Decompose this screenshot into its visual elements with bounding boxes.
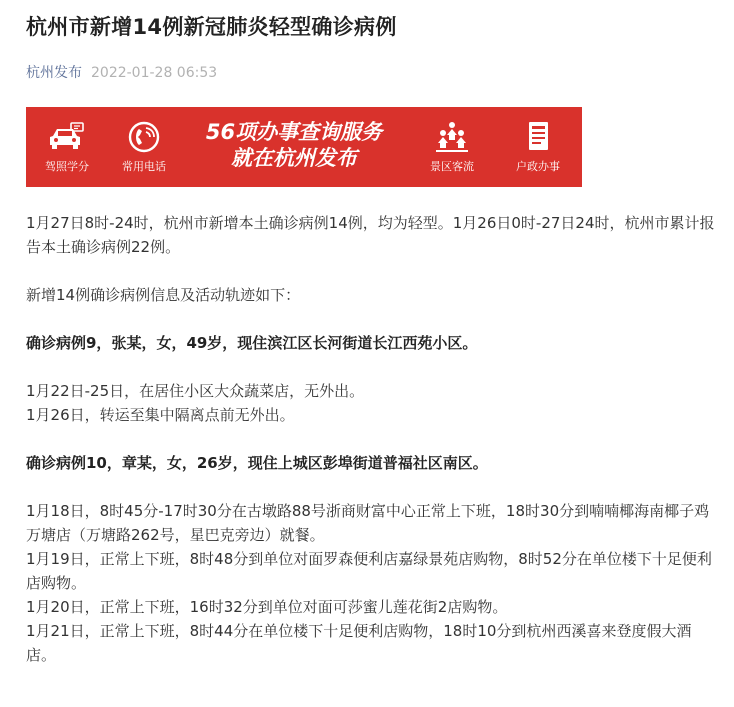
publish-time: 2022-01-28 06:53 xyxy=(91,65,218,81)
case-heading: 确诊病例10，章某，女，26岁，现住上城区彭埠街道普福社区南区。 xyxy=(26,454,488,472)
car-icon xyxy=(47,120,87,154)
summary-paragraph: 1月27日8时-24时，杭州市新增本土确诊病例14例，均为轻型。1月26日0时-27日24时，杭州市累计报告本土确诊病例22例。 xyxy=(26,214,715,256)
paragraph-spacer xyxy=(26,475,716,499)
service-label: 户政办事 xyxy=(516,160,560,173)
service-common-phone[interactable] xyxy=(108,107,180,187)
crowd-icon xyxy=(432,120,472,154)
case-heading: 确诊病例9，张某，女，49岁，现住滨江区长河街道长江西苑小区。 xyxy=(26,334,478,352)
case-activity-line: 1月19日，正常上下班，8时48分到单位对面罗森便利店嘉绿景苑店购物，8时52分在单位楼下十足便利店购物。 xyxy=(26,550,712,592)
case-activity-line: 1月26日，转运至集中隔离点前无外出。 xyxy=(26,406,295,424)
document-icon xyxy=(518,120,558,154)
case-activity-line: 1月20日，正常上下班，16时32分到单位对面可莎蜜儿莲花街2店购物。 xyxy=(26,598,508,616)
service-banner[interactable] xyxy=(26,107,582,187)
article-title: 杭州市新增14例新冠肺炎轻型确诊病例 xyxy=(26,15,397,39)
article xyxy=(26,0,716,664)
article-meta xyxy=(26,62,716,84)
paragraph-spacer xyxy=(26,259,716,283)
intro-paragraph: 新增14例确诊病例信息及活动轨迹如下： xyxy=(26,286,301,304)
case-activity-line: 1月18日，8时45分-17时30分在古墩路88号浙商财富中心正常上下班，18时30分到喃喃椰海南椰子鸡万塘店（万塘路262号，星巴克旁边）就餐。 xyxy=(26,502,710,544)
case-activity-line: 1月21日，正常上下班，8时44分在单位楼下十足便利店购物，18时10分到杭州西溪喜来登度假大酒店。 xyxy=(26,622,692,664)
service-driving-points[interactable] xyxy=(26,107,108,187)
paragraph-spacer xyxy=(26,355,716,379)
phone-icon xyxy=(124,120,164,154)
paragraph-spacer xyxy=(26,427,716,451)
source-link[interactable]: 杭州发布 xyxy=(26,65,82,81)
paragraph-spacer xyxy=(26,307,716,331)
slogan-line-1: 56项办事查询服务 xyxy=(205,120,383,144)
service-label: 驾照学分 xyxy=(45,160,89,173)
case-activity-line: 1月22日-25日，在居住小区大众蔬菜店，无外出。 xyxy=(26,382,365,400)
article-body xyxy=(26,211,716,667)
service-label: 景区客流 xyxy=(430,160,474,173)
slogan-line-2: 就在杭州发布 xyxy=(231,146,357,170)
service-label: 常用电话 xyxy=(122,160,166,173)
service-scenic-crowd[interactable] xyxy=(408,107,496,187)
service-household-affairs[interactable] xyxy=(496,107,580,187)
banner-slogan xyxy=(180,107,408,187)
